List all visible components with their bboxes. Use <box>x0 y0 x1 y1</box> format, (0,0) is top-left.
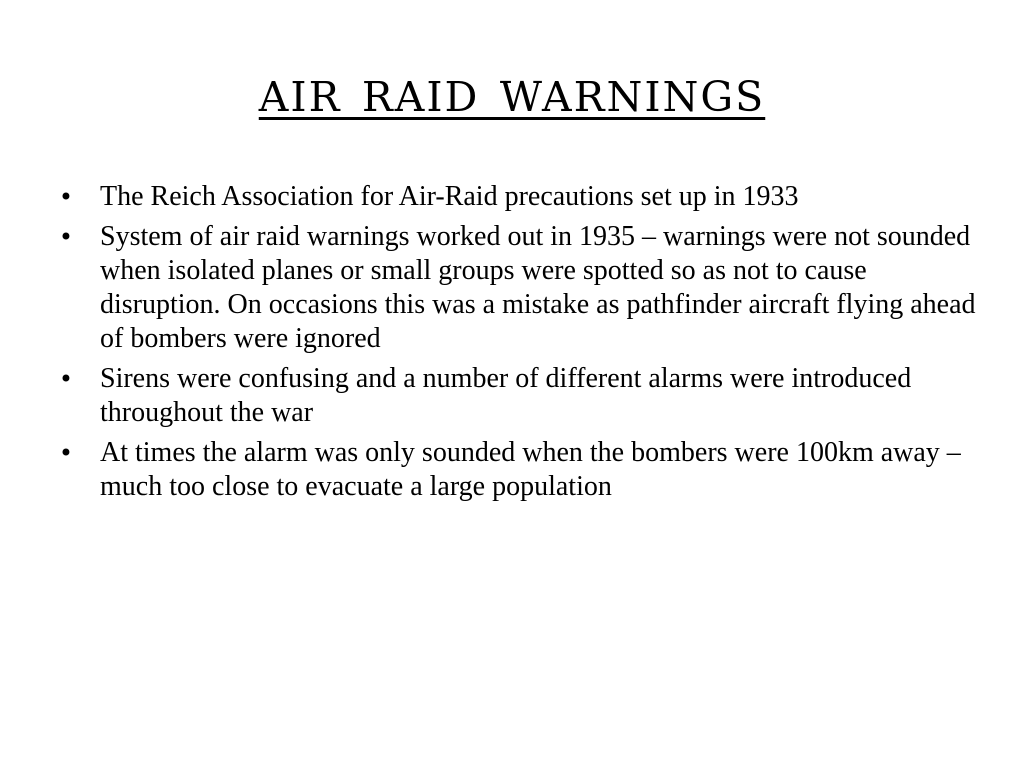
bullet-icon: • <box>58 365 74 393</box>
bullet-icon: • <box>58 183 74 211</box>
bullet-text: The Reich Association for Air-Raid precautions set up in 1933 <box>100 181 799 212</box>
slide-title: air raid warnings <box>258 57 766 125</box>
bullet-item <box>56 362 976 430</box>
bullet-item <box>56 436 976 504</box>
bullet-list <box>56 180 976 510</box>
bullet-item <box>56 180 976 214</box>
bullet-icon: • <box>58 223 74 251</box>
bullet-text: At times the alarm was only sounded when the bombers were 100km away – much too close to evacuate a large population <box>100 437 961 502</box>
bullet-icon: • <box>58 439 74 467</box>
bullet-text: System of air raid warnings worked out in 1935 – warnings were not sounded when isolated planes or small groups were spotted so as not to cause disruption. On occasions this was a mistake as pathfinder aircraft flying ahead of bombers were ignored <box>100 221 976 354</box>
bullet-item <box>56 220 976 356</box>
bullet-text: Sirens were confusing and a number of different alarms were introduced throughout the war <box>100 363 912 428</box>
